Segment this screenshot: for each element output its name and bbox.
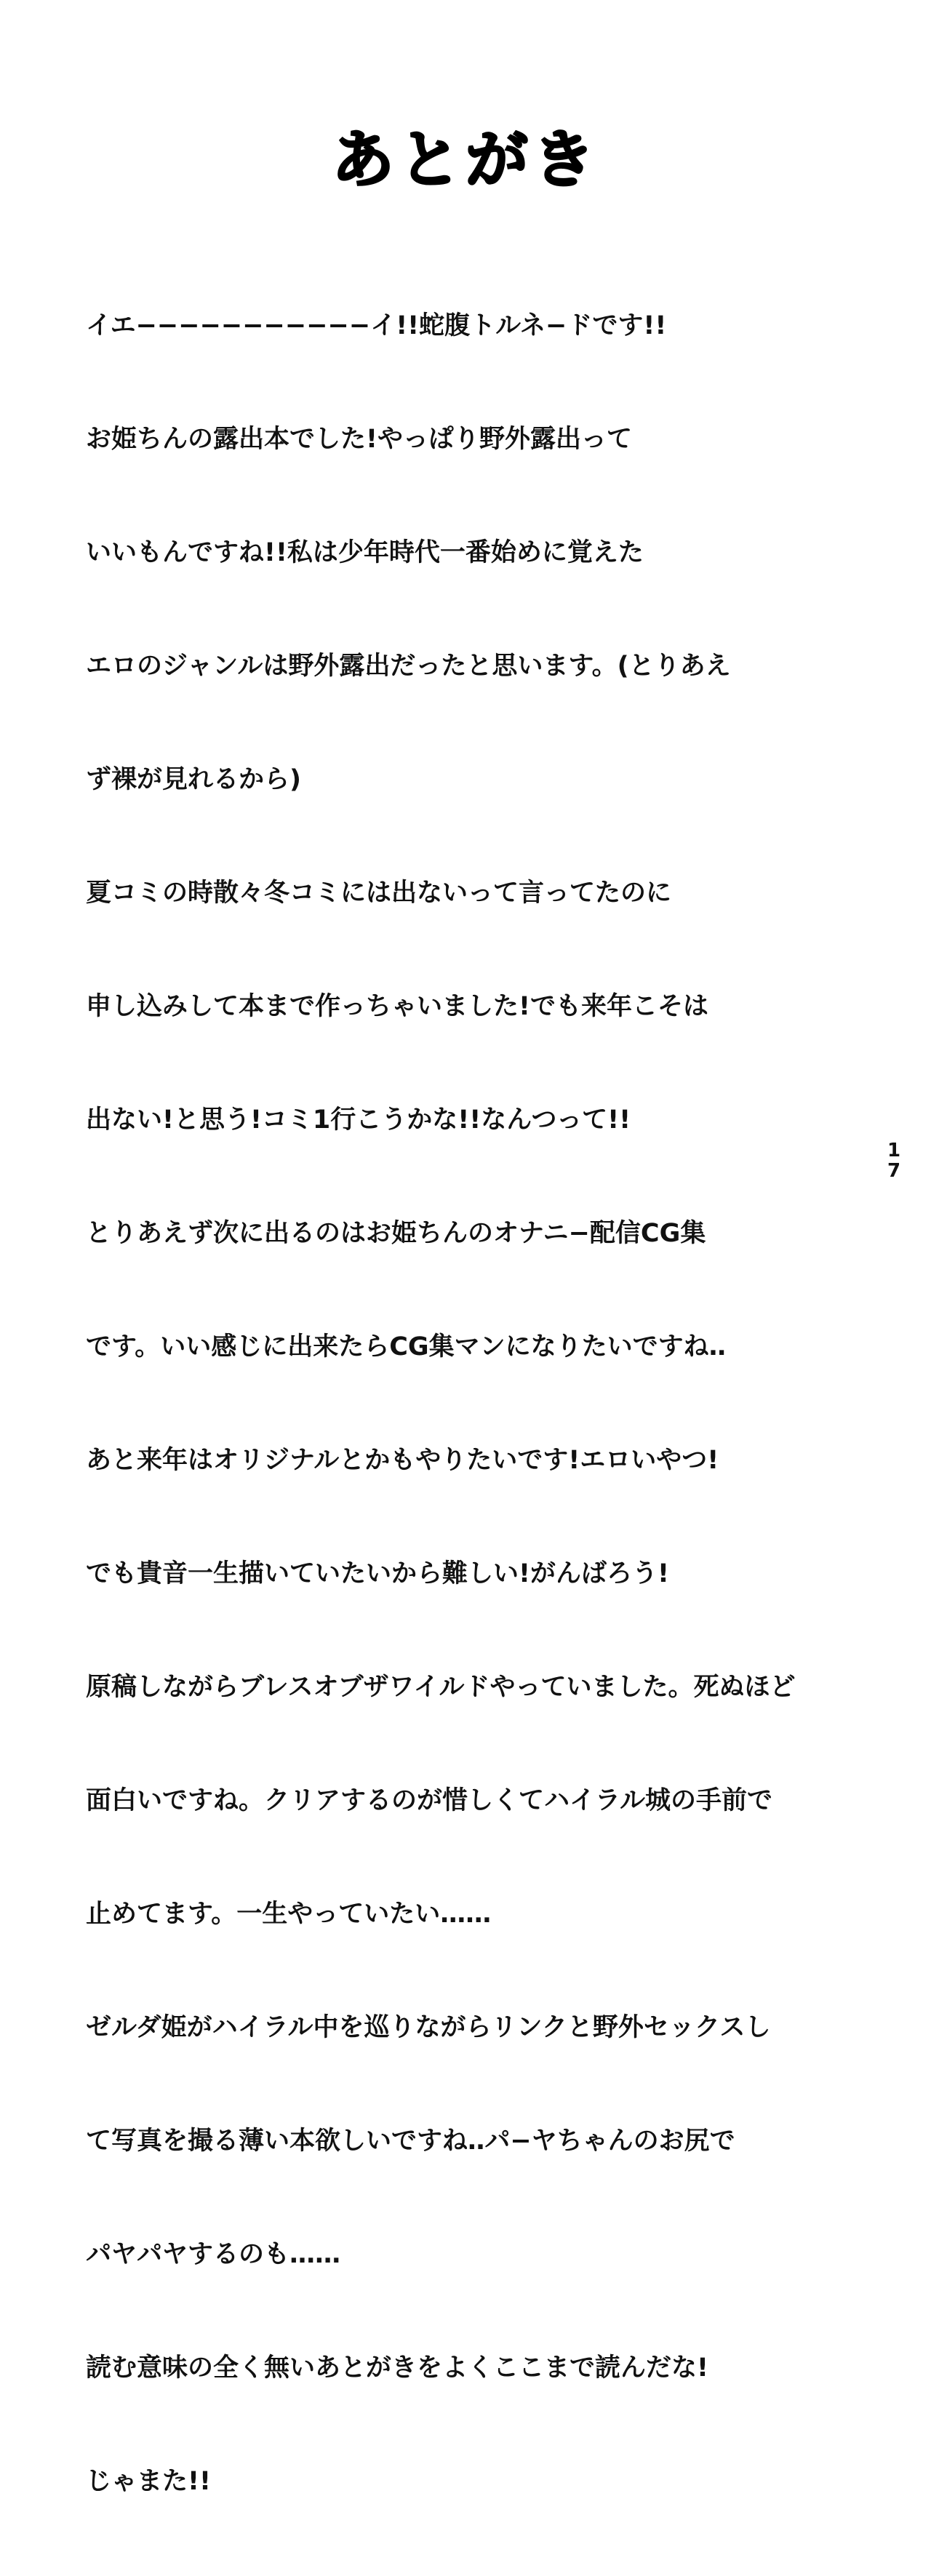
paragraph-line: 申し込みして本まで作っちゃいました!でも来年こそは [86, 992, 708, 1021]
paragraph-line: お姫ちんの露出本でした!やっぱり野外露出って [86, 425, 632, 454]
paragraph-line: イエ−−−−−−−−−−−イ!!蛇腹トルネ−ドです!! [86, 311, 667, 340]
page-number [884, 1140, 903, 1181]
page-number-digit: 1 [887, 1140, 901, 1161]
paragraph-line: でも貴音一生描いていたいから難しい!がんばろう! [86, 1559, 669, 1588]
paragraph-line: です。いい感じに出来たらCG集マンになりたいですね‥ [86, 1332, 726, 1361]
paragraph-line: エロのジャンルは野外露出だったと思います。(とりあえ [86, 652, 731, 681]
paragraph-line: 読む意味の全く無いあとがきをよくここまで読んだな! [86, 2353, 708, 2383]
paragraph-line: いいもんですね!!私は少年時代一番始めに覚えた [86, 538, 644, 567]
paragraph-line: とりあえず次に出るのはお姫ちんのオナニ−配信CG集 [86, 1219, 706, 1248]
paragraph-line: 原稿しながらブレスオブザワイルドやっていました。死ぬほど [86, 1673, 796, 1702]
paragraph-line: あと来年はオリジナルとかもやりたいです!エロいやつ! [86, 1446, 719, 1475]
paragraph-line: ゼルダ姫がハイラル中を巡りながらリンクと野外セックスし [86, 2013, 771, 2042]
paragraph-line: 止めてます。一生やっていたい‥‥‥ [86, 1900, 492, 1929]
paragraph-line: 夏コミの時散々冬コミには出ないって言ってたのに [86, 879, 672, 908]
page-number-digit: 7 [887, 1160, 901, 1182]
paragraph-line: じゃまた!! [86, 2467, 211, 2496]
paragraph-line: 出ない!と思う!コミ1行こうかな!!なんつって!! [86, 1105, 631, 1135]
paragraph-line: パヤパヤするのも‥‥‥ [86, 2240, 341, 2269]
paragraph-line: 面白いですね。クリアするのが惜しくてハイラル城の手前で [86, 1786, 772, 1815]
paragraph-line: ず裸が見れるから) [86, 765, 301, 794]
afterword-body [86, 231, 850, 2576]
page-title: あとがき [332, 124, 599, 196]
paragraph-line: て写真を撮る薄い本欲しいですね‥パ−ヤちゃんのお尻で [86, 2127, 735, 2156]
